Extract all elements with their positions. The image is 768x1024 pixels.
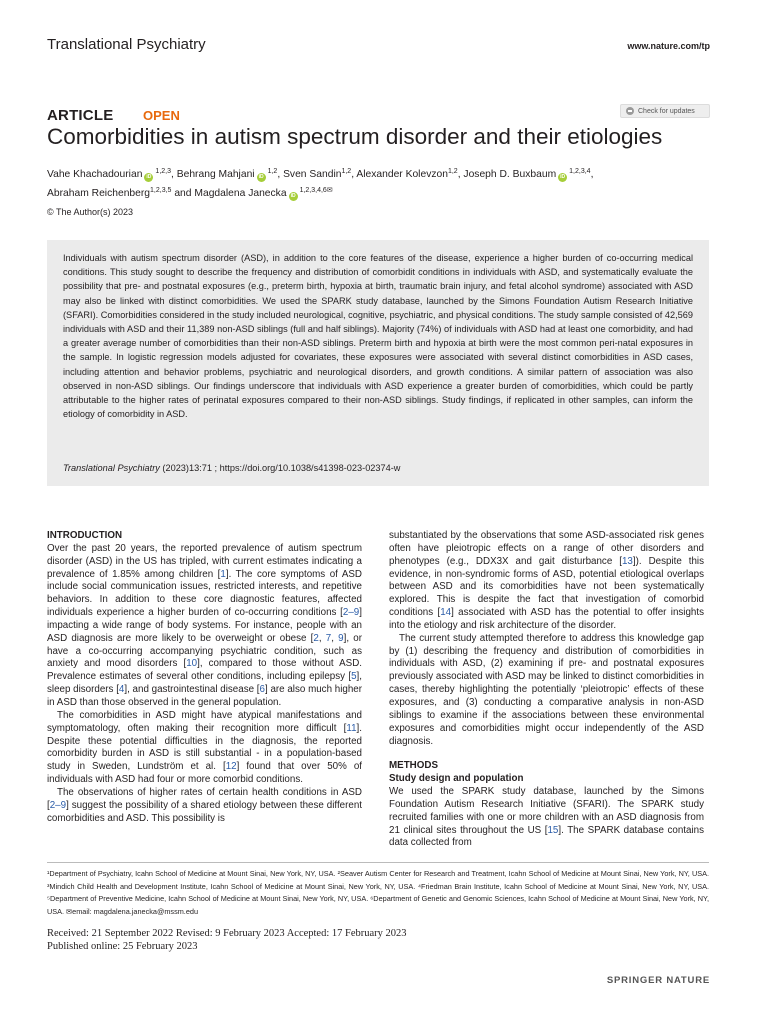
author-affiliation: 1,2 xyxy=(267,168,278,175)
orcid-icon[interactable]: iD xyxy=(560,174,566,180)
left-column xyxy=(47,530,362,825)
reference-link[interactable]: 2–9 xyxy=(49,799,67,811)
reference-link[interactable]: 1 xyxy=(220,568,226,580)
author-affiliation: 1,2,3 xyxy=(155,168,171,175)
reference-link[interactable]: 5 xyxy=(351,671,357,683)
journal-url-link[interactable]: www.nature.com/tp xyxy=(627,41,710,51)
check-updates-label: Check for updates xyxy=(638,107,695,115)
body-paragraph: The observations of higher rates of certain health conditions in ASD [2–9] suggest the possibility of a shared etiology between these different comorbidities and ASD. This possibility is xyxy=(47,786,362,824)
orcid-icon[interactable]: iD xyxy=(290,193,296,199)
methods-heading: METHODS xyxy=(389,760,438,772)
affiliations-footnote: ¹Department of Psychiatry, Icahn School of Medicine at Mount Sinai, New York, NY, USA. ²Seaver Autism Center for Research and Treatment, Icahn School of Medicine at Mount Sinai, New York, NY, USA. ³Mindich Child Health and Development Institute, Icahn School of Medicine at Mount Sinai, New York, NY, USA. ⁴Friedman Brain Institute, Icahn School of Medicine at Mount Sinai, New York, NY, USA. ⁵Department of Preventive Medicine, Icahn School of Medicine at Mount Sinai, New York, NY, USA. ⁶Department of Genetic and Genomic Sciences, Icahn School of Medicine at Mount Sinai, New York, NY, USA. ✉email: magdalena.janecka@mssm.edu xyxy=(47,869,709,916)
reference-link[interactable]: 13 xyxy=(621,555,633,567)
reference-link[interactable]: 6 xyxy=(259,684,265,696)
abstract-text: Individuals with autism spectrum disorder (ASD), in addition to the core features of the disease, experience a higher burden of co-occurring medical conditions. This study sought to describe the frequency and distribution of comorbidit conditions in individuals with ASD, and systematically evaluate the possibility that pre- and postnatal exposures (e.g., preterm birth, hypoxia at birth, traumatic brain injury, and fetal alcohol syndrome) associated with ASD may also be linked with distinct comorbidities. We used the SPARK study database, launched by the Simons Foundation Autism Research Initiative (SFARI). Comorbidities considered in the study included neurological, cognitive, psychiatric, and physical conditions. The study sample consisted of 42,569 individuals with ASD and their 11,389 non-ASD siblings (full and half siblings). Majority (74%) of individuals with ASD had at least one comorbidity, and had a greater average number of comorbidities than their non-ASD siblings. Preterm birth and hypoxia at birth were the most common peri-natal exposures in the sample. In logistic regression models adjusted for covariates, these exposures were associated with several distinct comorbidities in ASD cases, including attention and behavior problems, psychiatric and neurological disorders, and growth conditions. A similar pattern of association was also observed in non-ASD siblings. Our findings underscore that individuals with ASD experience a greater burden of comorbidities, which could be partly attributable to the higher rates of perinatal exposures compared to their non-ASD siblings. Study findings, if replicated in other samples, can inform the etiology of comorbidity in ASD. xyxy=(63,253,693,420)
footnote-divider xyxy=(47,862,709,863)
author-affiliation: 1,2,3,4,6✉ xyxy=(299,187,333,194)
published-date: Published online: 25 February 2023 xyxy=(47,941,198,952)
author-affiliation: 1,2,3,4 xyxy=(569,168,591,175)
copyright-notice: © The Author(s) 2023 xyxy=(47,207,134,217)
citation-journal: Translational Psychiatry xyxy=(63,463,160,473)
reference-link[interactable]: 14 xyxy=(440,607,452,619)
author-affiliation: 1,2,3,5 xyxy=(150,187,172,194)
author-name[interactable]: Behrang Mahjani xyxy=(176,169,255,180)
reference-link[interactable]: 11 xyxy=(346,722,357,734)
reference-link[interactable]: 4 xyxy=(118,684,125,696)
citation-line xyxy=(63,463,400,473)
introduction-heading: INTRODUCTION xyxy=(47,530,123,541)
section-spacer xyxy=(389,748,704,760)
author-name[interactable]: Magdalena Janecka xyxy=(194,188,287,199)
publication-dates xyxy=(47,927,407,953)
author-conjunction: and xyxy=(174,188,192,199)
reference-link[interactable]: 2 xyxy=(313,632,319,644)
body-paragraph: The comorbidities in ASD might have atypical manifestations and symptomatology, often making their recognition more difficult [11]. Despite these potential difficulties in the diagnosis, the reported comorbidity burden in ASD is still substantial - in a population-based study in Sweden, Lundström et al. [12] found that over 50% of individuals with ASD had four or more comorbid conditions. xyxy=(47,709,362,786)
reference-link[interactable]: 2–9 xyxy=(342,607,360,619)
journal-name: Translational Psychiatry xyxy=(47,36,206,53)
article-title: Comorbidities in autism spectrum disorder and their etiologies xyxy=(47,124,663,149)
article-type-label: ARTICLE xyxy=(47,107,114,124)
reference-link[interactable]: 10 xyxy=(186,658,198,670)
orcid-icon[interactable]: iD xyxy=(146,174,152,180)
body-paragraph: The current study attempted therefore to address this knowledge gap by (1) describing the frequency and distribution of comorbidities in individuals with ASD, (2) examining if pre- and postnatal exposures previously associated with ASD may be linked to distinct comorbidities in cases, thereby highlighting the potentially ‘pleiotropic’ effects of these exposures, and (3) conducting a comparative analysis in non-ASD siblings to examine if the associations between these environmental exposures and comorbidities might occur independently of the ASD diagnosis. xyxy=(389,632,704,747)
body-paragraph: substantiated by the observations that some ASD-associated risk genes often have pleiotropic effects on a range of other disorders and phenotypes (e.g., DDX3X and gait disturbance [13]). Despite this evidence, in non-syndromic forms of ASD, potential etiological overlaps between ASD and its comorbidities have not been systematically explored. This is despite the fact that investigation of comorbid conditions [14] associated with ASD has the potential to offer insights into the etiology and risk architecture of the disorder. xyxy=(389,530,704,631)
author-name[interactable]: Sven Sandin xyxy=(283,169,342,180)
study-design-subheading: Study design and population xyxy=(389,773,524,785)
author-name[interactable]: Abraham Reichenberg xyxy=(47,188,151,199)
orcid-icon[interactable]: iD xyxy=(258,174,264,180)
check-for-updates-button[interactable] xyxy=(620,104,710,118)
open-access-label: OPEN xyxy=(143,108,180,123)
author-affiliation: 1,2 xyxy=(341,168,352,175)
right-column xyxy=(389,530,704,850)
reference-link[interactable]: 9 xyxy=(338,632,344,644)
reference-link[interactable]: 7 xyxy=(325,632,332,644)
publisher-logo: SPRINGER NATURE xyxy=(606,975,710,986)
check-updates-icon xyxy=(626,107,634,115)
author-list: Vahe Khachadourian iD$^{1,2,3}$, Behrang Mahjani iD$^{1,2}$, Sven Sandin$^{1,2}$, Alexander Kolevzon$^{1,2}$, Joseph D. Buxbaum iD$^{1,2,3,4}$, Abraham Reichenberg$^{1,2,3,5}$ and Magdalena Janecka iD$^{1,2,3,4,6✉}$ xyxy=(47,168,594,199)
abstract-box xyxy=(47,240,709,486)
body-paragraph: We used the SPARK study database, launched by the Simons Foundation Autism Research Initiative (SFARI). The SPARK study recruited families with one or more children with an ASD diagnosis from 21 clinical sites throughout the US [15]. The SPARK database contains data collected from xyxy=(389,786,704,849)
reference-link[interactable]: 12 xyxy=(225,761,237,773)
author-affiliation: 1,2 xyxy=(447,168,458,175)
received-dates: Received: 21 September 2022 Revised: 9 February 2023 Accepted: 17 February 2023 xyxy=(47,928,407,939)
body-paragraph: Over the past 20 years, the reported prevalence of autism spectrum disorder (ASD) in the US has tripled, with current estimates indicating a prevalence of 1.85% among children [1]. The core symptoms of ASD include social communication issues, restricted interests, and repetitive behaviors. In addition to these core diagnostic features, affected individuals experience a higher burden of co-occurring conditions [2–9] impacting a wide range of body systems. For instance, people with an ASD diagnosis are more likely to be overweight or obese [2, 7, 9], or have a co-occurring accompanying psychiatric condition, such as anxiety and mood disorders [10], compared to those without ASD. Prevalence estimates of several other conditions, including epilepsy [5], sleep disorders [4], and gastrointestinal disease [6] are also much higher in ASD than those observed in the general population. xyxy=(47,542,363,708)
author-name[interactable]: Vahe Khachadourian xyxy=(47,169,143,180)
reference-link[interactable]: 15 xyxy=(547,824,559,836)
author-name[interactable]: Joseph D. Buxbaum xyxy=(463,169,557,180)
citation-doi[interactable]: (2023)13:71 ; https://doi.org/10.1038/s41398-023-02374-w xyxy=(159,463,401,473)
author-name[interactable]: Alexander Kolevzon xyxy=(356,169,448,180)
